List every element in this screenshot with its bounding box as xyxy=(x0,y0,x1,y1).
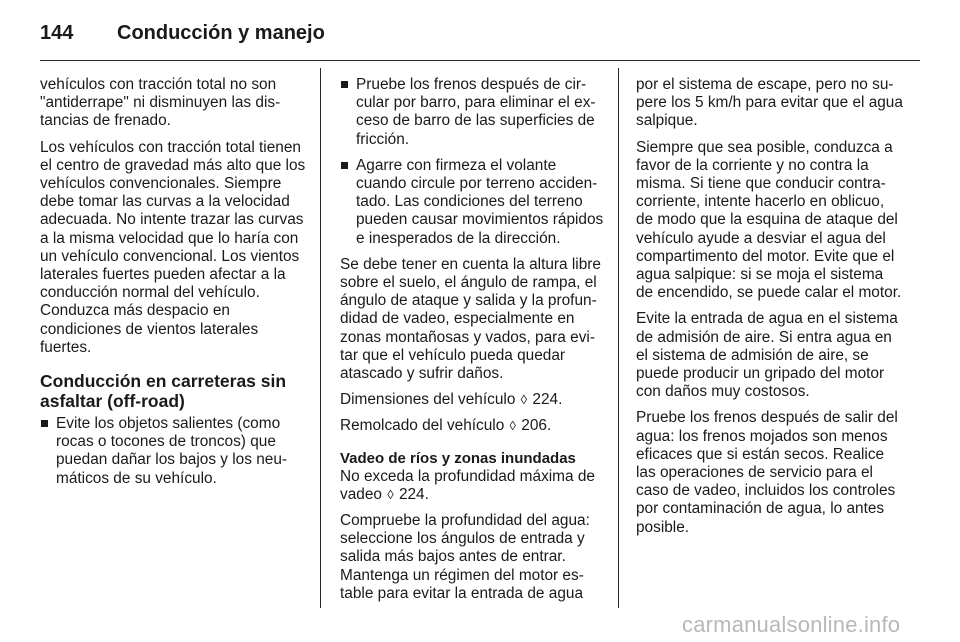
section-heading: Conducción en carreteras sin asfaltar (off-road) xyxy=(40,371,287,412)
column-divider-2 xyxy=(618,68,619,608)
list-item xyxy=(340,76,604,149)
cross-reference[interactable] xyxy=(340,391,604,409)
subsection-heading: Vadeo de ríos y zonas inundadas xyxy=(340,449,576,467)
reference-page: 206. xyxy=(521,417,552,435)
page-header xyxy=(40,14,920,54)
bullet-list xyxy=(40,415,308,488)
reference-page: 224. xyxy=(398,485,429,503)
watermark: carmanualsonline.info xyxy=(682,612,901,637)
paragraph: por el sistema de escape, pero no supere los 5 km/h para evitar que el agua salpique. xyxy=(636,76,903,130)
paragraph: Pruebe los frenos después de salir del agua: los frenos mojados son menos eficaces que si están secos. Realice las operaciones de servicio para el caso de vadeo, incluidos los controles por contaminación de agua, lo antes posible. xyxy=(636,409,898,536)
list-item xyxy=(340,157,604,248)
cross-reference[interactable] xyxy=(340,417,604,435)
column-divider-1 xyxy=(320,68,321,608)
column-2 xyxy=(340,76,604,611)
bullet-square-icon xyxy=(341,81,348,88)
page-reference-icon: ◊ xyxy=(509,418,516,434)
paragraph xyxy=(340,468,604,504)
list-item-text: Pruebe los frenos después de circular por barro, para eliminar el exceso de barro de las superficies de fricción. xyxy=(356,76,596,148)
bullet-square-icon xyxy=(341,162,348,169)
reference-page: 224. xyxy=(532,391,563,409)
reference-text: Dimensiones del vehículo xyxy=(340,391,516,409)
paragraph: Los vehículos con tracción total tienen el centro de gravedad más alto que los vehículos convencionales. Siempre debe tomar las curvas a la velocidad adecuada. No intente trazar las curvas a la misma velocidad que lo haría con un vehículo convencional. Los vientos laterales fuertes pueden afectar a la conducción normal del vehículo. Conduzca más despacio en condiciones de vientos laterales fuertes. xyxy=(40,138,306,356)
paragraph: Compruebe la profundidad del agua: seleccione los ángulos de entrada y salida más bajos antes de entrar. Mantenga un régimen del motor estable para evitar la entrada de agua xyxy=(340,512,590,602)
column-1 xyxy=(40,76,308,496)
page-reference-icon: ◊ xyxy=(387,486,394,502)
list-item-text: Evite los objetos salientes (como rocas o tocones de troncos) que puedan dañar los bajos y los neumáticos de su vehículo. xyxy=(56,415,288,487)
paragraph-text: No exceda la profundidad máxima de vadeo xyxy=(340,467,595,503)
bullet-list xyxy=(340,76,604,248)
bullet-square-icon xyxy=(41,420,48,427)
column-3 xyxy=(636,76,904,545)
paragraph: vehículos con tracción total no son "antiderrape" ni disminuyen las distancias de frenado. xyxy=(40,76,281,130)
paragraph: Evite la entrada de agua en el sistema de admisión de aire. Si entra agua en el sistema de admisión de aire, se puede producir un gripado del motor con daños muy costosos. xyxy=(636,310,898,401)
header-rule xyxy=(40,60,920,61)
reference-text: Remolcado del vehículo xyxy=(340,417,505,435)
list-item-text: Agarre con firmeza el volante cuando circule por terreno accidentado. Las condiciones del terreno pueden causar movimientos rápidos e inesperados de la dirección. xyxy=(356,156,604,247)
paragraph: Siempre que sea posible, conduzca a favor de la corriente y no contra la misma. Si tiene que conducir contracorriente, intente hacerlo en oblicuo, de modo que la esquina de ataque del vehículo ayude a desviar el agua del compartimento del motor. Evite que el agua salpique: si se moja el sistema de encendido, se puede calar el motor. xyxy=(636,138,902,302)
page-number: 144 xyxy=(40,22,74,44)
page-title: Conducción y manejo xyxy=(117,22,325,44)
page-reference-icon: ◊ xyxy=(520,392,528,408)
paragraph: Se debe tener en cuenta la altura libre sobre el suelo, el ángulo de rampa, el ángulo de ataque y salida y la profundidad de vadeo, especialmente en zonas montañosas y vados, para evitar que el vehículo pueda quedar atascado y sufrir daños. xyxy=(340,255,601,383)
list-item xyxy=(40,415,308,488)
